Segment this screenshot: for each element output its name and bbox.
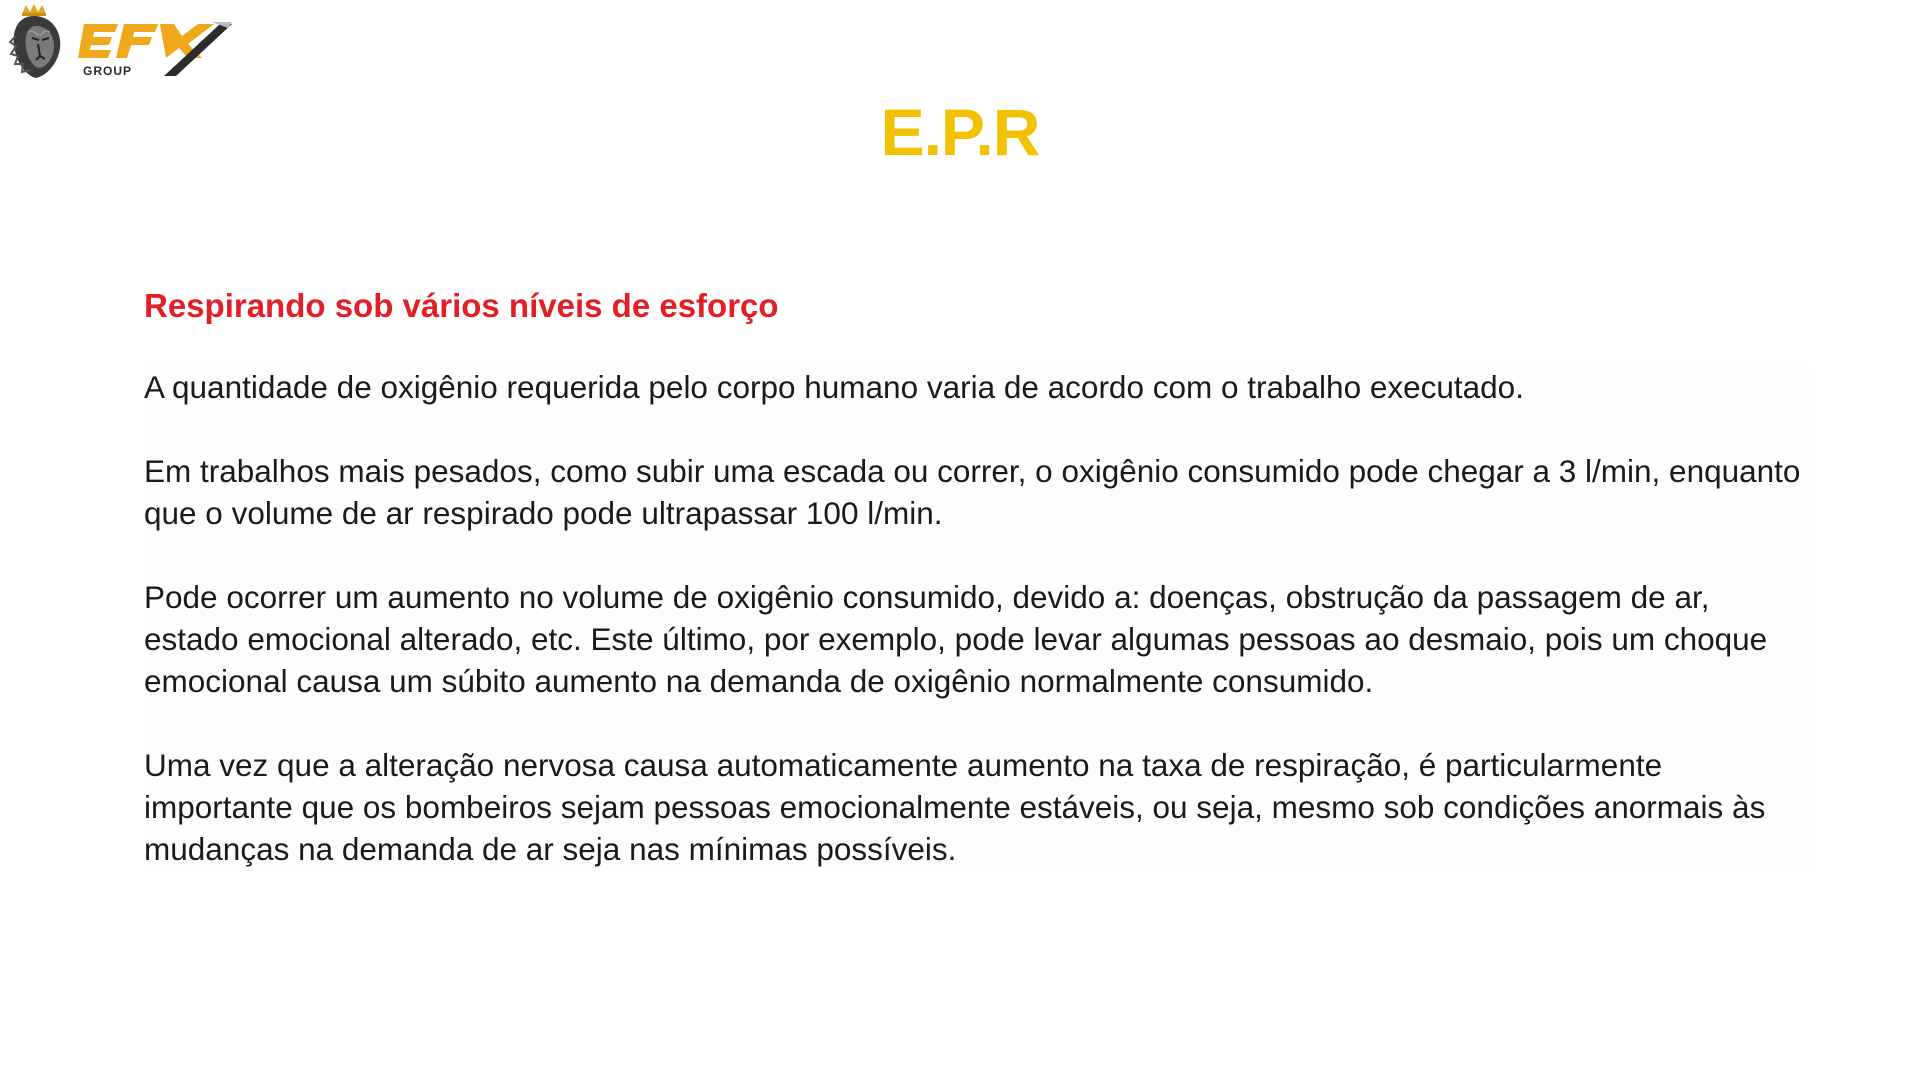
efx-group-logo xyxy=(6,2,236,82)
body-text xyxy=(144,366,1810,870)
logo-letter-e xyxy=(78,24,118,58)
paragraph-1: A quantidade de oxigênio requerida pelo corpo humano varia de acordo com o trabalho executado. xyxy=(144,369,1524,405)
lion-crown-icon xyxy=(10,4,60,78)
section-heading: Respirando sob vários níveis de esforço xyxy=(144,287,779,324)
content-section xyxy=(144,285,1804,870)
logo-subtitle: GROUP xyxy=(83,64,133,78)
paragraph-3: Pode ocorrer um aumento no volume de oxigênio consumido, devido a: doenças, obstrução da passagem de ar, estado emocional alterado, etc. Este último, por exemplo, pode levar algumas pessoas ao desmaio, pois um choque emocional causa um súbito aumento na demanda de oxigênio normalmente consumido. xyxy=(144,579,1768,699)
paragraph-2: Em trabalhos mais pesados, como subir uma escada ou correr, o oxigênio consumido pode chegar a 3 l/min, enquanto que o volume de ar respirado pode ultrapassar 100 l/min. xyxy=(144,453,1801,531)
logo-letter-f xyxy=(116,24,158,58)
logo-letter-x xyxy=(160,22,232,76)
slide-title: E.P.R xyxy=(880,95,1040,169)
paragraph-4: Uma vez que a alteração nervosa causa automaticamente aumento na taxa de respiração, é particularmente importante que os bombeiros sejam pessoas emocionalmente estáveis, ou seja, mesmo sob condições anormais às mudanças na demanda de ar seja nas mínimas possíveis. xyxy=(144,747,1766,867)
